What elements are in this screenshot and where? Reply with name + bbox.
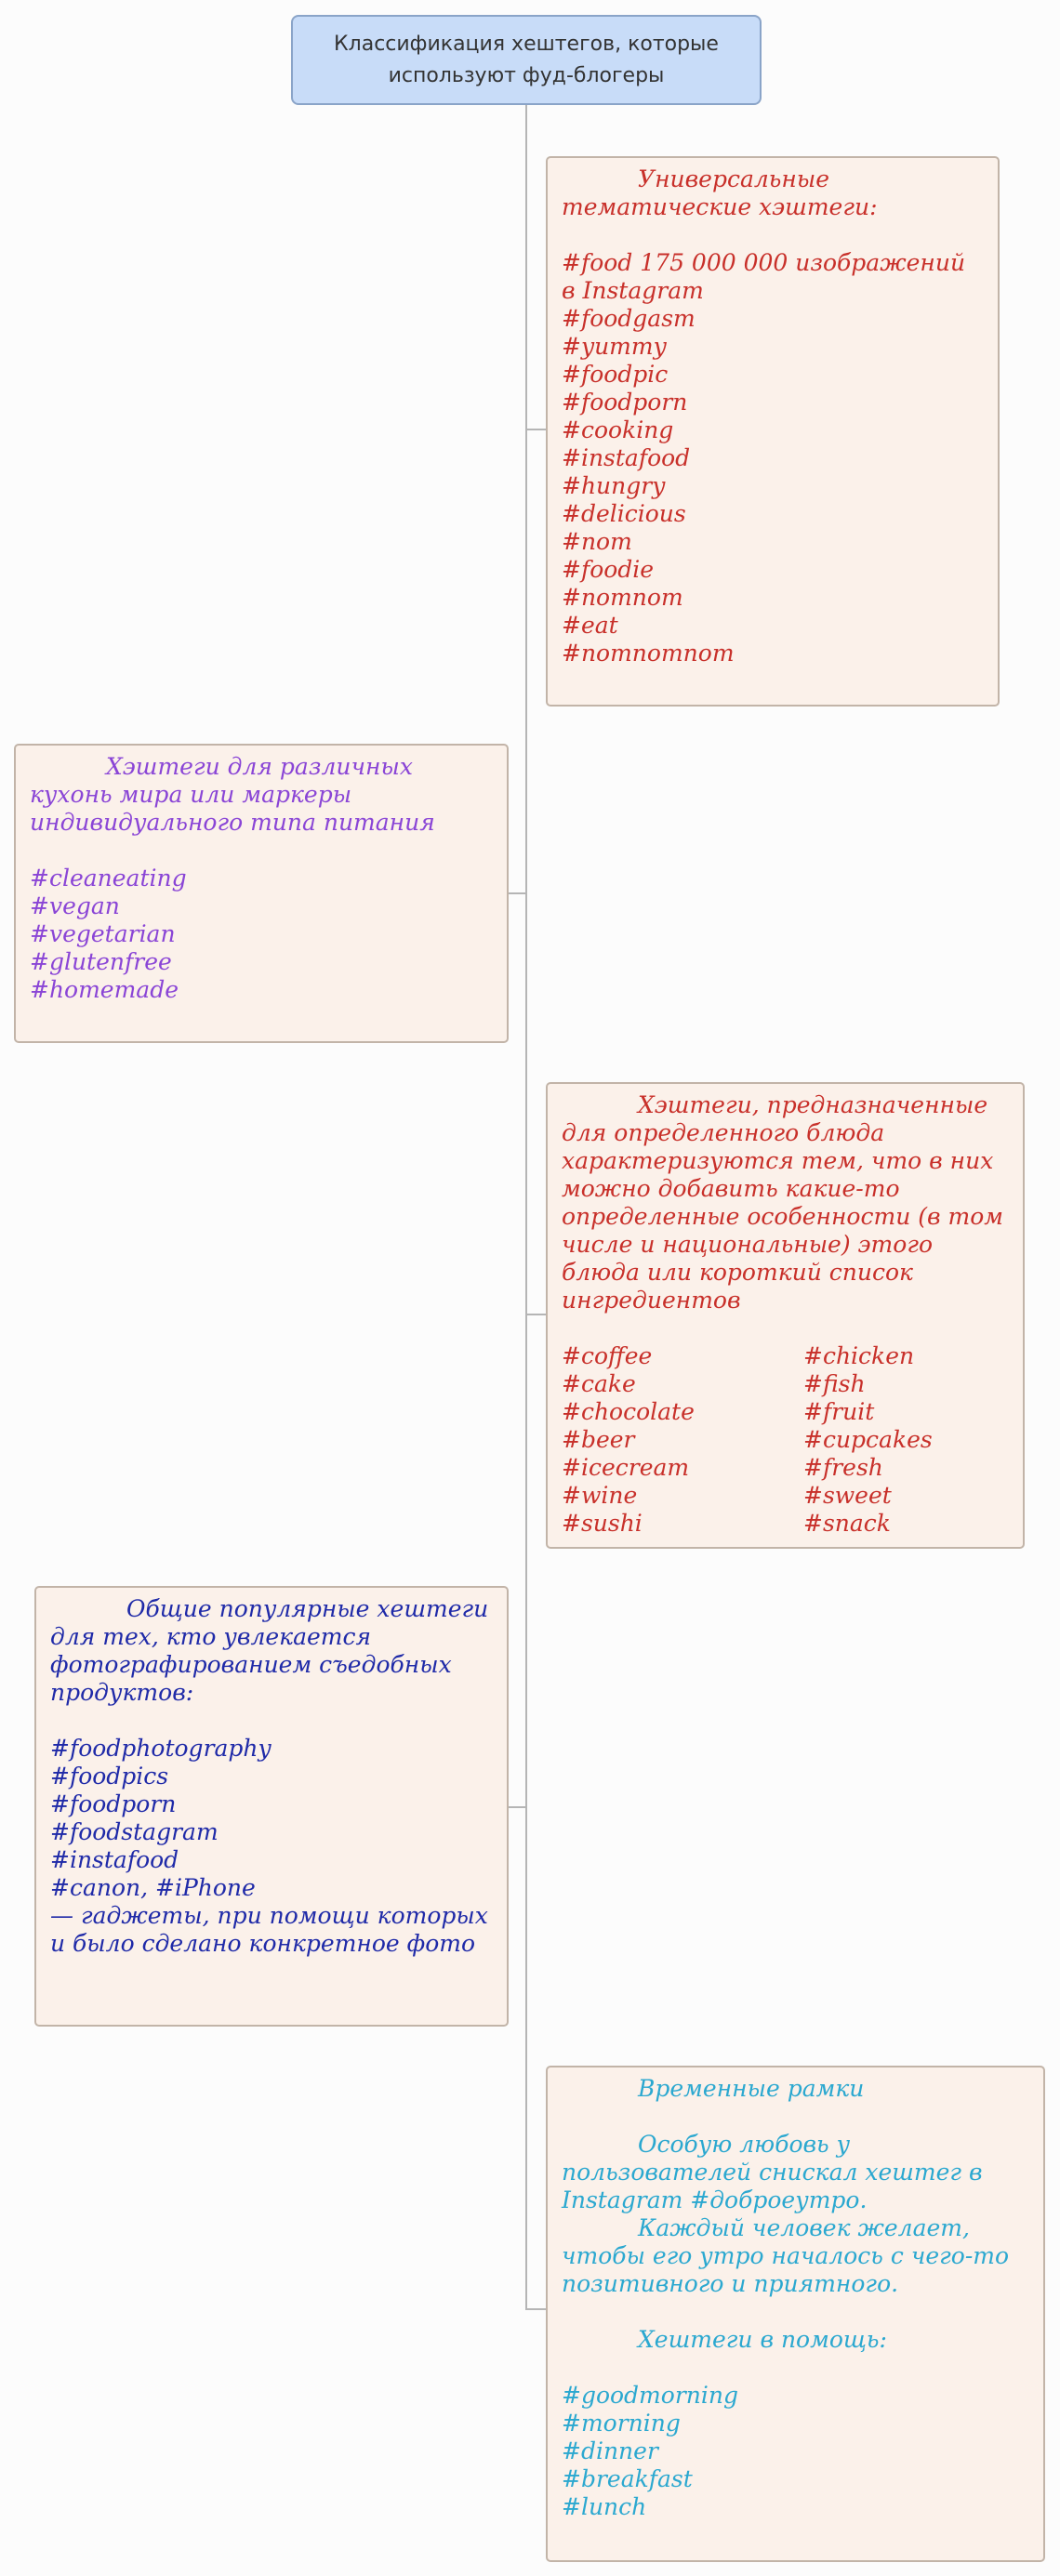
node-photo-hashtags[interactable]	[34, 1586, 509, 2027]
tag-item: #instafood	[562, 444, 691, 471]
connector-dish	[525, 1314, 548, 1315]
tag-item: #instafood	[50, 1846, 179, 1873]
tag-item: #nom	[562, 528, 632, 555]
ingredient-row: #sushi #snack	[562, 1510, 891, 1537]
node-cuisine-hashtags[interactable]	[14, 744, 509, 1043]
tag-item: #cooking	[562, 416, 674, 443]
tag-item: #foodpics	[50, 1763, 169, 1790]
tag-item: #foodie	[562, 556, 655, 583]
root-topic[interactable]	[291, 15, 762, 105]
photo-heading: Общие популярные хештеги для тех, кто увлекается фотографированием съедобных продуктов:	[50, 1595, 489, 1706]
dish-content	[562, 1091, 1009, 1538]
node-time-frames[interactable]	[546, 2066, 1045, 2562]
tag-item: #canon, #iPhone	[50, 1874, 256, 1901]
tag-item: #foodporn	[562, 389, 688, 416]
photo-note: — гаджеты, при помощи которых и было сделано конкретное фото	[50, 1902, 488, 1957]
tag-item: #vegan	[30, 892, 120, 919]
tag-item: #homemade	[30, 976, 179, 1003]
connector-time	[525, 2308, 548, 2310]
connector-cuisine	[507, 892, 527, 894]
time-paragraph-2: Каждый человек желает, чтобы его утро началось с чего-то позитивного и приятного.	[562, 2214, 1010, 2297]
central-connector-line	[525, 105, 527, 2308]
tag-item: #goodmorning	[562, 2382, 738, 2409]
tag-item: #eat	[562, 612, 618, 639]
ingredient-row: #beer #cupcakes	[562, 1426, 933, 1453]
time-heading: Временные рамки	[638, 2075, 865, 2102]
tag-item: #foodgasm	[562, 305, 696, 332]
time-content	[562, 2075, 1029, 2521]
tag-item: #foodphotography	[50, 1735, 272, 1762]
universal-first-tag: #food 175 000 000 изображений в Instagram	[562, 249, 966, 304]
connector-photo	[507, 1806, 527, 1808]
tag-item: #cleaneating	[30, 865, 187, 892]
tag-item: #foodpic	[562, 361, 669, 388]
universal-heading: Универсальные тематические хэштеги:	[562, 165, 878, 220]
tag-item: #morning	[562, 2410, 681, 2437]
photo-content	[50, 1595, 493, 1958]
tag-item: #vegetarian	[30, 920, 176, 947]
tag-item: #glutenfree	[30, 948, 172, 975]
universal-content	[562, 165, 984, 667]
cuisine-content	[30, 753, 493, 1004]
tag-item: #delicious	[562, 500, 686, 527]
ingredient-row: #chocolate #fruit	[562, 1398, 875, 1425]
ingredient-row: #icecream #fresh	[562, 1454, 883, 1481]
tag-item: #nomnom	[562, 584, 683, 611]
ingredient-row: #wine #sweet	[562, 1482, 892, 1509]
tag-item: #dinner	[562, 2437, 658, 2464]
tag-item: #nomnomnom	[562, 640, 735, 667]
tag-item: #hungry	[562, 472, 666, 499]
connector-universal	[525, 429, 548, 430]
root-title-line2: используют фуд-блогеры	[388, 63, 665, 87]
time-paragraph-1: Особую любовь у пользователей снискал хештег в Instagram #доброеутро.	[562, 2131, 983, 2213]
time-subheading: Хештеги в помощь:	[638, 2326, 887, 2353]
dish-heading: Хэштеги, предназначенные для определенного блюда характеризуются тем, что в них можно добавить какие-то определенные особенности (в том числе и национальные) этого блюда или короткий список ингредиентов	[562, 1091, 1003, 1314]
tag-item: #lunch	[562, 2493, 647, 2520]
cuisine-heading: Хэштеги для различных кухонь мира или маркеры индивидуального типа питания	[30, 753, 435, 836]
ingredient-row: #cake #fish	[562, 1370, 866, 1397]
node-universal-hashtags[interactable]	[546, 156, 1000, 707]
tag-item: #foodporn	[50, 1790, 177, 1817]
tag-item: #breakfast	[562, 2465, 693, 2492]
tag-item: #foodstagram	[50, 1818, 219, 1845]
node-dish-hashtags[interactable]	[546, 1082, 1025, 1549]
root-title-line1: Классификация хештегов, которые	[334, 32, 719, 56]
tag-item: #yummy	[562, 333, 667, 360]
ingredient-row: #coffee #chicken	[562, 1342, 915, 1369]
